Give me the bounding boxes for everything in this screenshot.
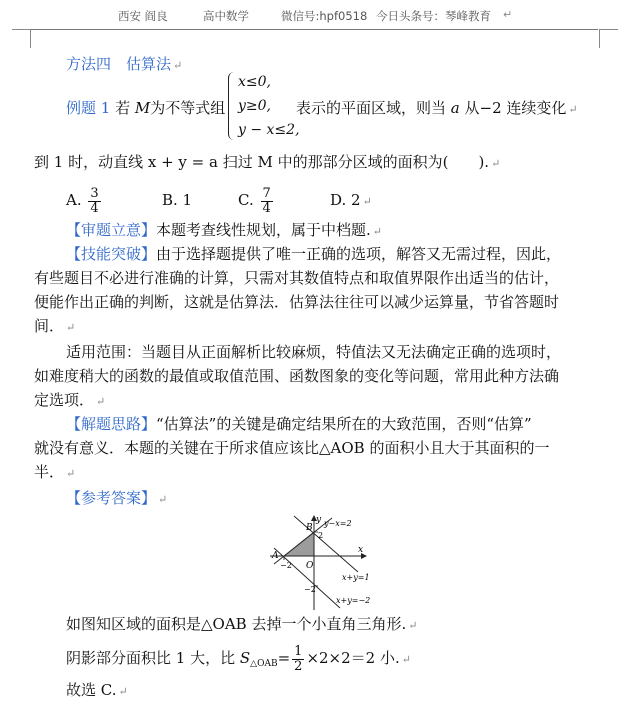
label-line-3: x+y=−2: [336, 596, 371, 605]
skill-line-3: 便能作出正确的判断，这就是估算法．估算法往往可以减少运算量，节省答题时: [34, 293, 560, 311]
scope-line-2: 如难度稍大的函数的最值或取值范围、函数图象的变化等问题，常用此种方法确: [34, 367, 560, 385]
corner-mark-right: [599, 29, 618, 48]
idea-line-2: 就没有意义．本题的关键在于所求值应该比△AOB 的面积小且大于其面积的一: [34, 439, 550, 457]
option-c: C. $\frac{7}{4}$: [238, 185, 271, 216]
label-2-top: 2: [318, 531, 324, 540]
solution-line-2: 阴影部分面积比 1 大，比 $S_{\triangle OAB}=$ $\frac{1}{2}$ ×2×2＝2 小. ↵: [66, 643, 411, 674]
example-line-1b: 表示的平面区域，则当 a 从−2 连续变化 ↵: [296, 99, 578, 117]
review-label: 【审题立意】: [66, 221, 157, 239]
skill-label: 【技能突破】: [66, 245, 157, 263]
label-y: y: [316, 515, 322, 525]
solution-line-3: 故选 C. ↵: [66, 681, 128, 699]
skill-line-4: 间． ↵: [34, 317, 76, 335]
label-neg2-left: −2: [280, 561, 292, 570]
return-mark-icon: ↵: [503, 8, 513, 21]
scope-line-3: 定选项． ↵: [34, 391, 106, 409]
answer-line: 【参考答案】 ↵: [66, 489, 168, 507]
label-neg2-bottom: −2: [304, 585, 316, 594]
header-rule: [30, 29, 598, 30]
review-line: 【审题立意】本题考查线性规划，属于中档题. ↵: [66, 221, 383, 239]
idea-line-3: 半． ↵: [34, 463, 76, 481]
idea-label: 【解题思路】: [66, 415, 157, 433]
example-label: 例题 1: [66, 99, 111, 117]
label-b: B: [306, 523, 313, 533]
option-b: B. 1: [162, 191, 193, 209]
scope-line-1: 适用范围：当题目从正面解析比较麻烦，特值法又无法确定正确的选项时，: [66, 343, 562, 361]
header-location: 西安 阎良: [118, 9, 168, 23]
options-row: [66, 182, 103, 218]
header-toutiao: 今日头条号：琴峰教育: [376, 9, 491, 23]
header-wechat: 微信号:hpf0518: [281, 9, 368, 23]
label-a: A: [272, 551, 279, 561]
skill-line-2: 有些题目不必进行准确的计算，只需对其数值特点和取值界限作出适当的估计，: [34, 269, 560, 287]
inequality-2: y≥0,: [238, 98, 271, 114]
option-d: D. 2 ↵: [330, 191, 372, 209]
answer-label: 【参考答案】: [66, 489, 157, 507]
skill-line-1: 【技能突破】由于选择题提供了唯一正确的选项，解答又无需过程，因此，: [66, 245, 562, 263]
inequality-1: x≤0,: [238, 74, 271, 90]
header-subject: 高中数学: [203, 9, 249, 23]
return-mark-icon: ↵: [173, 59, 183, 72]
method-title: 方法四 估算法 ↵: [66, 55, 183, 73]
brace: [228, 72, 235, 140]
corner-mark-left: [12, 29, 31, 48]
solution-line-1: 如图知区域的面积是△OAB 去掉一个小直角三角形. ↵: [66, 615, 418, 633]
example-line-2: 到 1 时，动直线 x + y = a 扫过 M 中的那部分区域的面积为( ). ↵: [34, 153, 501, 171]
label-line-1: y−x=2: [324, 519, 352, 528]
region-figure: [262, 512, 392, 612]
example-line-1: 例题 1 若 M为不等式组: [66, 99, 226, 117]
inequality-3: y − x≤2,: [238, 122, 300, 138]
label-line-2: x+y=1: [342, 573, 370, 582]
option-a: A. $\frac{3}{4}$: [66, 185, 99, 216]
idea-line-1: 【解题思路】“估算法”的关键是确定结果所在的大致范围，否则“估算”: [66, 415, 532, 433]
label-o: O: [306, 561, 314, 571]
label-x: x: [358, 545, 364, 555]
